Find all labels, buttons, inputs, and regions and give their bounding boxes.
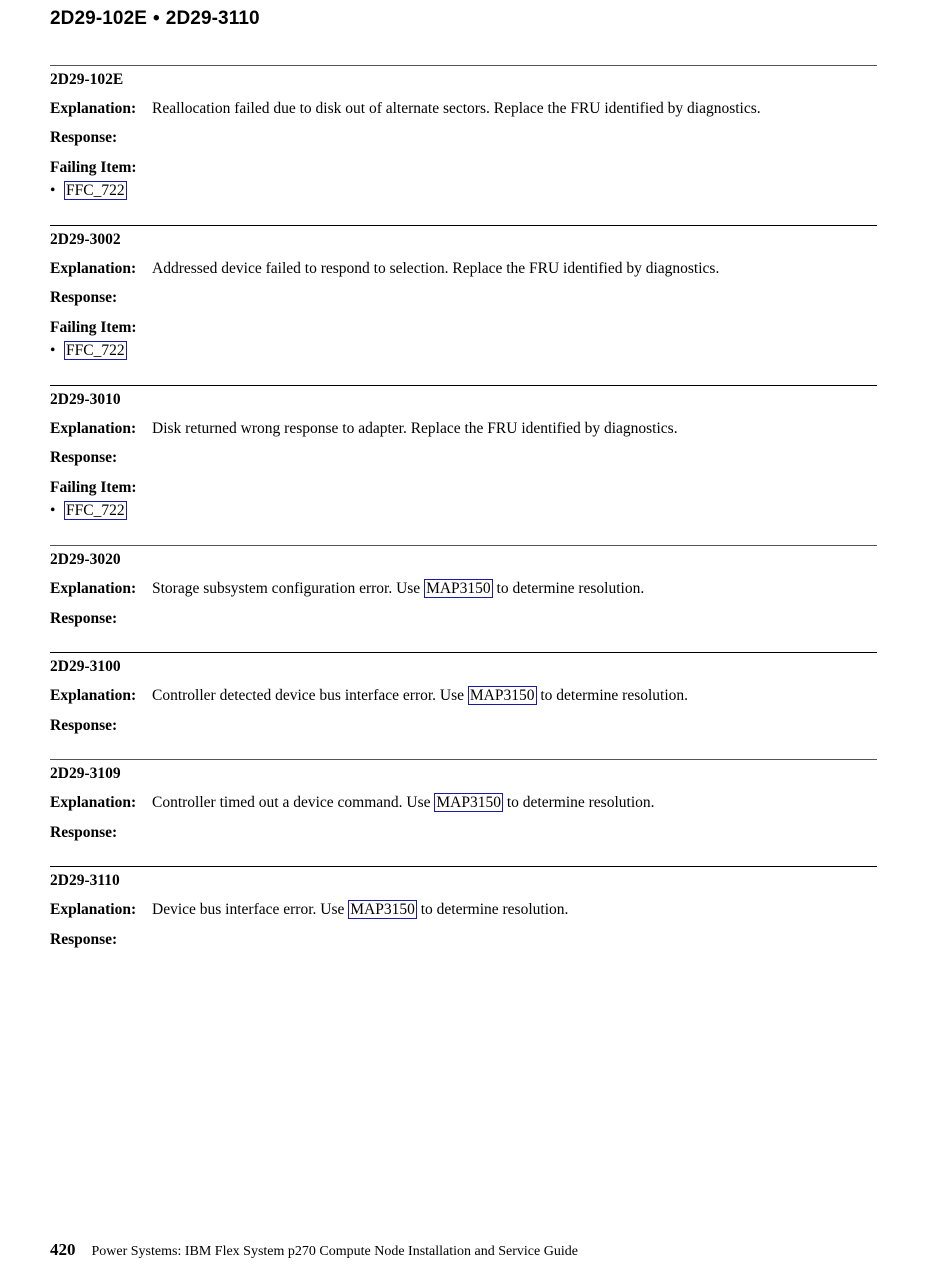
- failing-item-label: Failing Item:: [50, 319, 137, 336]
- response-label: Response:: [50, 289, 118, 306]
- entry-divider: [50, 652, 877, 653]
- bullet-icon: •: [50, 342, 56, 359]
- explanation-label: Explanation:: [50, 687, 137, 704]
- entry-divider: [50, 65, 877, 66]
- explanation-text-before: Controller timed out a device command. Use: [152, 794, 431, 811]
- response-label: Response:: [50, 824, 118, 841]
- failing-item-label: Failing Item:: [50, 159, 137, 176]
- explanation-text-before: Storage subsystem configuration error. Use: [152, 580, 421, 597]
- explanation-label: Explanation:: [50, 100, 137, 117]
- footer-title: Power Systems: IBM Flex System p270 Compute Node Installation and Service Guide: [91, 1244, 578, 1259]
- explanation-text: [152, 580, 644, 598]
- failing-item-link[interactable]: FFC_722: [66, 502, 125, 519]
- entry-code: 2D29-3020: [50, 551, 121, 568]
- explanation-text: [152, 687, 688, 705]
- running-head-first-code: 2D29-102E: [50, 8, 148, 29]
- explanation-text: Addressed device failed to respond to selection. Replace the FRU identified by diagnostics.: [152, 260, 720, 277]
- running-head: [50, 8, 260, 30]
- response-label: Response:: [50, 931, 118, 948]
- explanation-text: Reallocation failed due to disk out of alternate sectors. Replace the FRU identified by diagnostics.: [152, 100, 761, 117]
- entry-divider: [50, 866, 877, 867]
- entry-code: 2D29-3010: [50, 391, 121, 408]
- response-label: Response:: [50, 717, 118, 734]
- entry-divider: [50, 759, 877, 760]
- bullet-icon: •: [50, 502, 56, 519]
- failing-item-link[interactable]: FFC_722: [66, 342, 125, 359]
- running-head-separator: •: [153, 8, 160, 29]
- entry-divider: [50, 385, 877, 386]
- response-label: Response:: [50, 129, 118, 146]
- map3150-link[interactable]: MAP3150: [436, 794, 501, 811]
- explanation-line: [50, 901, 569, 919]
- page-footer: [50, 1240, 578, 1260]
- entry-code: 2D29-3002: [50, 231, 121, 248]
- entry-code: 2D29-3110: [50, 872, 120, 889]
- failing-item-link[interactable]: FFC_722: [66, 182, 125, 199]
- explanation-text-after: to determine resolution.: [506, 794, 655, 811]
- entry-divider: [50, 545, 877, 546]
- map3150-link[interactable]: MAP3150: [350, 901, 415, 918]
- explanation-text-before: Device bus interface error. Use: [152, 901, 345, 918]
- explanation-line: [50, 580, 645, 598]
- bullet-icon: •: [50, 182, 56, 199]
- explanation-text-before: Controller detected device bus interface error. Use: [152, 687, 465, 704]
- explanation-line: [50, 794, 655, 812]
- explanation-line: [50, 260, 720, 278]
- failing-item-label: Failing Item:: [50, 479, 137, 496]
- explanation-line: [50, 420, 678, 438]
- map3150-link[interactable]: MAP3150: [469, 687, 535, 704]
- map3150-link[interactable]: MAP3150: [426, 580, 491, 597]
- entry-code: 2D29-3100: [50, 658, 121, 675]
- response-label: Response:: [50, 449, 118, 466]
- response-label: Response:: [50, 610, 118, 627]
- explanation-label: Explanation:: [50, 901, 137, 918]
- explanation-text-after: to determine resolution.: [496, 580, 645, 597]
- explanation-text: [152, 901, 568, 919]
- explanation-line: [50, 687, 689, 705]
- explanation-label: Explanation:: [50, 420, 137, 437]
- explanation-label: Explanation:: [50, 260, 137, 277]
- explanation-line: [50, 100, 761, 118]
- explanation-text: [152, 794, 655, 812]
- explanation-label: Explanation:: [50, 580, 137, 597]
- explanation-text: Disk returned wrong response to adapter. Replace the FRU identified by diagnostics.: [152, 420, 678, 437]
- explanation-label: Explanation:: [50, 794, 137, 811]
- page-number: 420: [50, 1240, 76, 1259]
- entry-code: 2D29-102E: [50, 71, 124, 88]
- running-head-last-code: 2D29-3110: [165, 8, 260, 29]
- entry-code: 2D29-3109: [50, 765, 121, 782]
- entry-divider: [50, 225, 877, 226]
- explanation-text-after: to determine resolution.: [540, 687, 689, 704]
- explanation-text-after: to determine resolution.: [420, 901, 569, 918]
